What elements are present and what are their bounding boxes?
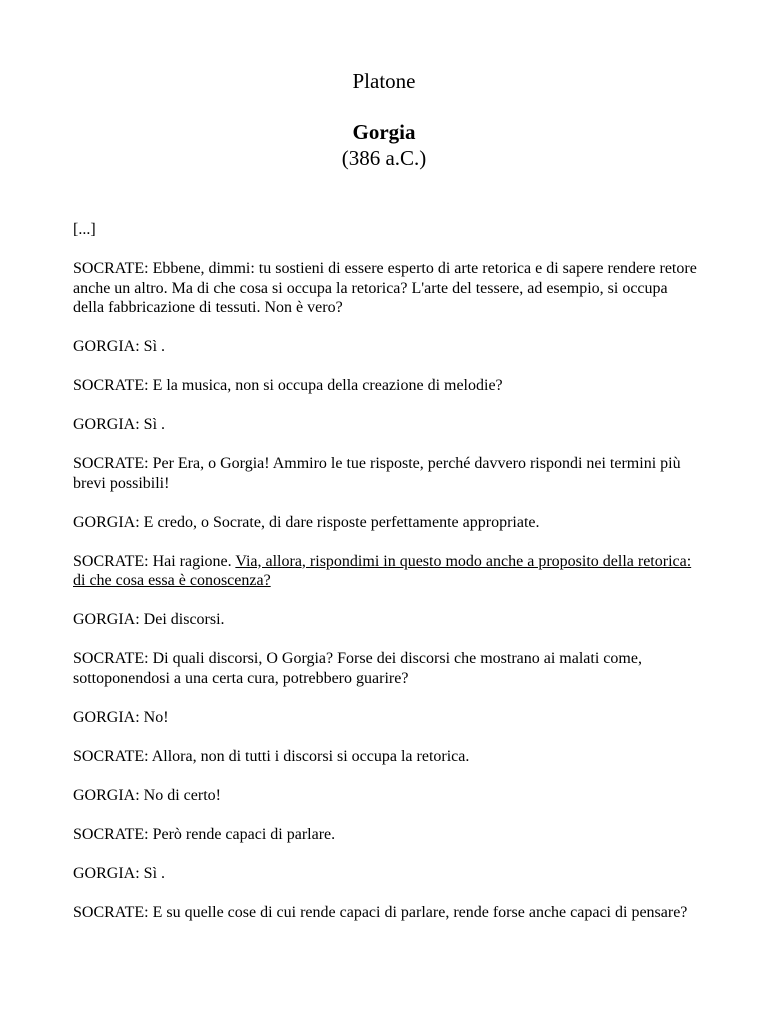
- dialogue-paragraph: [73, 454, 698, 493]
- dialogue-paragraph: [73, 649, 698, 688]
- paragraph-text: [...]: [73, 221, 96, 238]
- paragraph-text: SOCRATE: Di quali discorsi, O Gorgia? Forse dei discorsi che mostrano ai malati come, sottoponendosi a una certa cura, potrebbero guarire?: [73, 650, 642, 687]
- dialogue-body: [73, 220, 698, 942]
- paragraph-text: GORGIA: Sì .: [73, 864, 166, 882]
- underlined-text: Via, allora, rispondimi in questo modo anche a proposito della retorica: di che cosa essa è conoscenza?: [73, 552, 692, 589]
- paragraph-text: SOCRATE: Allora, non di tutti i discorsi si occupa la retorica.: [73, 747, 470, 765]
- dialogue-paragraph: [73, 552, 698, 591]
- paragraph-text: SOCRATE: Per Era, o Gorgia! Ammiro le tue risposte, perché davvero rispondi nei termini più brevi possibili!: [73, 455, 681, 492]
- dialogue-paragraph: [73, 747, 698, 767]
- dialogue-paragraph: [73, 708, 698, 728]
- dialogue-paragraph: [73, 376, 698, 396]
- document-date: (386 a.C.): [341, 146, 427, 170]
- dialogue-paragraph: [73, 825, 698, 845]
- paragraph-text: GORGIA: Dei discorsi.: [73, 611, 225, 628]
- paragraph-text: GORGIA: No di certo!: [73, 786, 221, 804]
- paragraph-text: GORGIA: No!: [73, 708, 169, 726]
- dialogue-paragraph: [73, 259, 698, 318]
- dialogue-paragraph: [73, 513, 698, 533]
- paragraph-text: SOCRATE: E la musica, non si occupa della creazione di melodie?: [73, 377, 503, 394]
- paragraph-text: SOCRATE: Però rende capaci di parlare.: [73, 825, 336, 843]
- paragraph-text: SOCRATE: Hai ragione.: [73, 552, 236, 570]
- dialogue-paragraph: [73, 337, 698, 357]
- dialogue-paragraph: [73, 864, 698, 884]
- paragraph-text: GORGIA: Sì .: [73, 338, 166, 355]
- dialogue-paragraph: [73, 415, 698, 435]
- document-title: Gorgia: [352, 120, 416, 144]
- author-name: Platone: [352, 69, 416, 93]
- ellipsis-paragraph: [73, 220, 698, 240]
- paragraph-text: GORGIA: E credo, o Socrate, di dare risposte perfettamente appropriate.: [73, 513, 540, 531]
- dialogue-paragraph: [73, 786, 698, 806]
- paragraph-text: GORGIA: Sì .: [73, 416, 166, 433]
- paragraph-text: SOCRATE: E su quelle cose di cui rende capaci di parlare, rende forse anche capaci di pensare?: [73, 903, 688, 921]
- dialogue-paragraph: [73, 610, 698, 630]
- dialogue-paragraph: [73, 903, 698, 923]
- paragraph-text: SOCRATE: Ebbene, dimmi: tu sostieni di essere esperto di arte retorica e di sapere rendere retore anche un altro. Ma di che cosa si occupa la retorica? L'arte del tessere, ad esempio, si occupa della fabbricazione di tessuti. Non è vero?: [73, 260, 697, 316]
